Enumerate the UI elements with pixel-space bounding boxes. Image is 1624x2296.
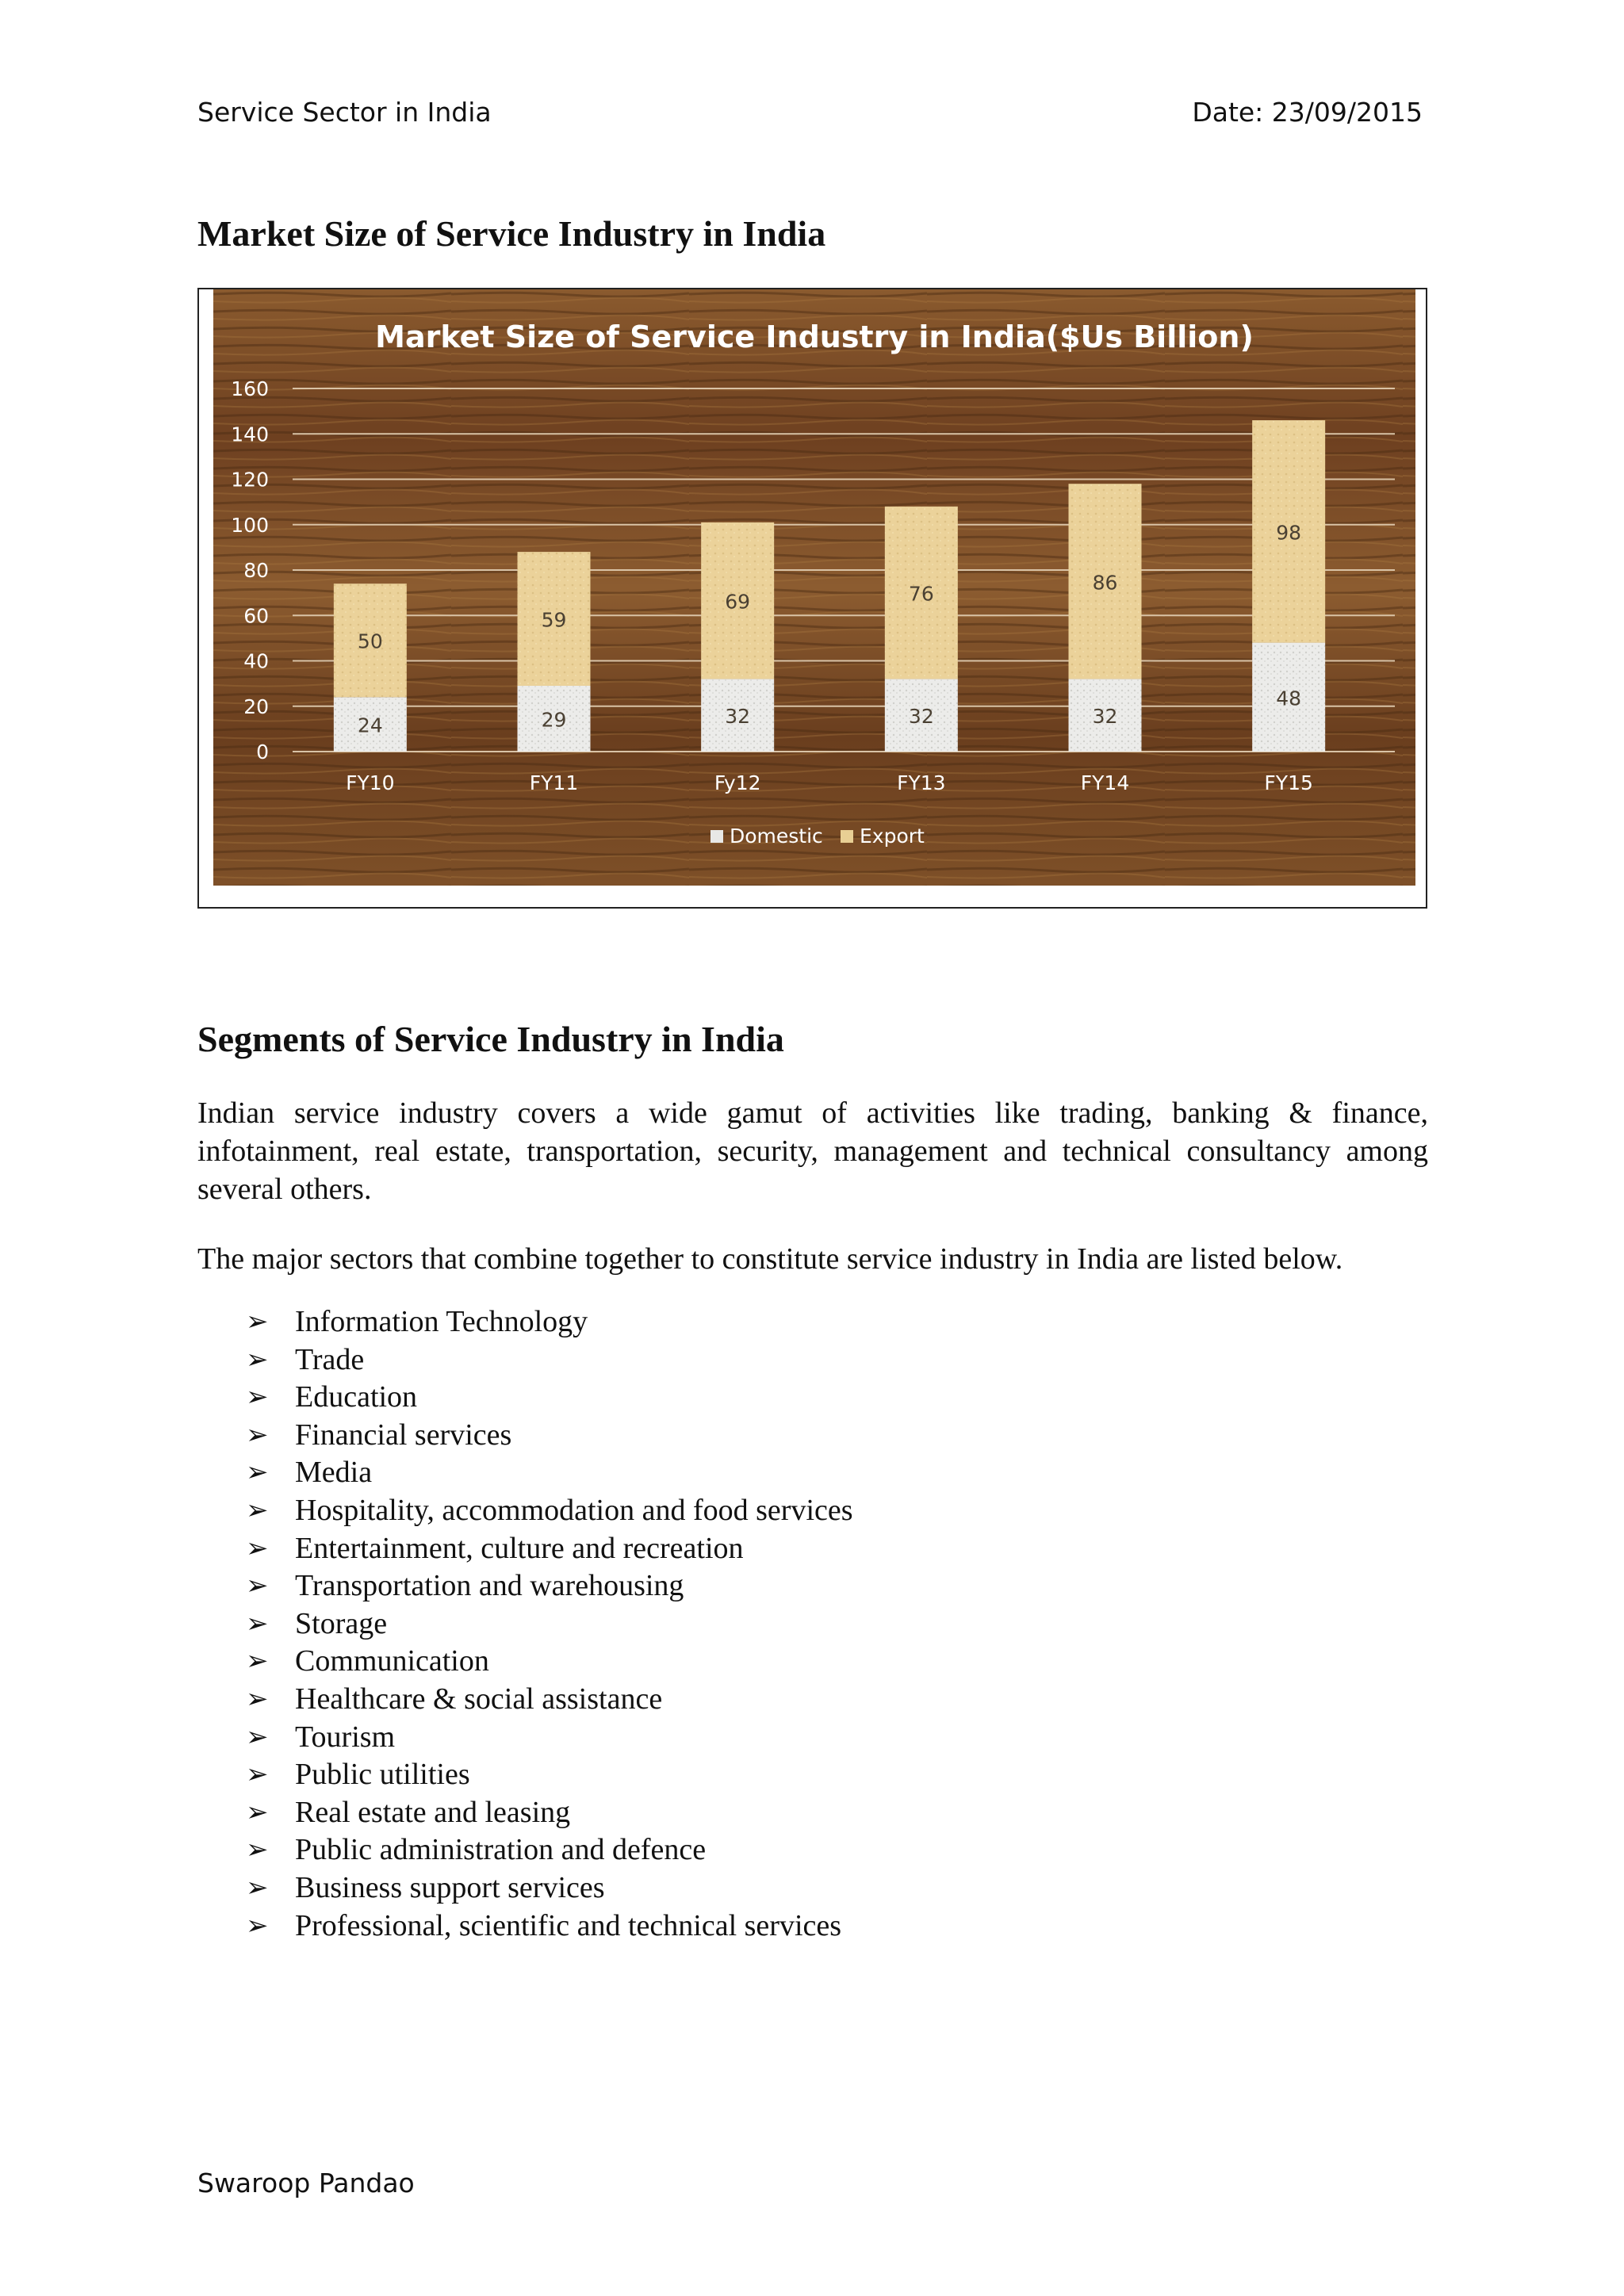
section-heading-market-size: Market Size of Service Industry in India [197,213,826,254]
arrow-bullet-icon: ➢ [246,1871,269,1904]
sector-list-item [246,1417,853,1455]
data-label-domestic: 32 [908,705,934,729]
sector-label: Public utilities [295,1758,470,1792]
x-tick-label: FY15 [1264,771,1313,794]
y-tick-label: 100 [231,513,269,537]
sector-list-item [246,1756,853,1794]
y-tick-label: 120 [231,468,269,492]
y-tick-label: 80 [243,559,269,582]
y-tick-label: 140 [231,423,269,446]
y-tick-label: 160 [231,377,269,400]
sector-list-item [246,1379,853,1417]
x-tick-label: Fy12 [714,771,761,794]
sector-list-item [246,1454,853,1492]
sectors-list [246,1303,853,1945]
sector-label: Tourism [295,1720,396,1754]
sector-label: Storage [295,1606,388,1640]
arrow-bullet-icon: ➢ [246,1909,269,1942]
sector-list-item [246,1303,853,1341]
sector-list-item [246,1681,853,1719]
data-label-export: 59 [541,608,567,632]
arrow-bullet-icon: ➢ [246,1796,269,1828]
sector-list-item [246,1567,853,1605]
x-tick-label: FY14 [1080,771,1130,794]
data-label-export: 50 [357,629,383,653]
arrow-bullet-icon: ➢ [246,1834,269,1866]
intro-paragraph: Indian service industry covers a wide gamut of activities like trading, banking & finance, infotainment, real estate, transportation, security, management and technical consultancy among several others. [197,1096,1428,1206]
arrow-bullet-icon: ➢ [246,1532,269,1564]
header-date: Date: 23/09/2015 [1192,97,1423,128]
data-label-export: 69 [725,590,751,614]
header-title: Service Sector in India [197,97,492,128]
arrow-bullet-icon: ➢ [246,1381,269,1414]
sector-label: Public administration and defence [295,1833,707,1867]
data-label-domestic: 24 [357,714,383,737]
x-tick-label: FY10 [346,771,395,794]
sector-list-item [246,1530,853,1568]
arrow-bullet-icon: ➢ [246,1607,269,1640]
section-heading-segments: Segments of Service Industry in India [197,1019,784,1059]
arrow-bullet-icon: ➢ [246,1343,269,1376]
sector-list-item [246,1794,853,1832]
sector-list-item [246,1492,853,1530]
legend-swatch-export [841,830,853,843]
y-tick-label: 60 [243,604,269,628]
sector-label: Financial services [295,1418,512,1452]
sector-label: Trade [295,1342,365,1376]
sector-list-item [246,1869,853,1908]
sector-label: Professional, scientific and technical services [295,1908,842,1942]
y-tick-label: 20 [243,695,269,718]
legend-label-export: Export [860,825,925,848]
arrow-bullet-icon: ➢ [246,1758,269,1791]
x-tick-label: FY11 [529,771,579,794]
data-label-domestic: 29 [541,708,567,732]
data-label-export: 98 [1276,521,1302,545]
sectors-intro-paragraph: The major sectors that combine together to constitute service industry in India are listed below. [197,1242,1343,1276]
arrow-bullet-icon: ➢ [246,1720,269,1753]
footer-author: Swaroop Pandao [197,2168,415,2198]
market-size-chart [213,289,1415,886]
arrow-bullet-icon: ➢ [246,1645,269,1678]
sector-label: Transportation and warehousing [295,1569,684,1603]
arrow-bullet-icon: ➢ [246,1494,269,1526]
chart-frame [197,288,1427,909]
y-tick-label: 40 [243,649,269,673]
data-label-domestic: 48 [1276,687,1302,710]
sector-list-item [246,1719,853,1757]
data-label-domestic: 32 [725,705,751,729]
sector-label: Business support services [295,1870,605,1904]
chart-title: Market Size of Service Industry in India($Us Billion) [375,320,1254,354]
data-label-export: 76 [908,582,934,606]
sector-list-item [246,1831,853,1869]
sector-list-item [246,1643,853,1681]
x-tick-label: FY13 [897,771,946,794]
arrow-bullet-icon: ➢ [246,1682,269,1715]
arrow-bullet-icon: ➢ [246,1306,269,1337]
legend-label-domestic: Domestic [730,825,823,848]
arrow-bullet-icon: ➢ [246,1456,269,1489]
data-label-domestic: 32 [1092,705,1118,729]
sector-label: Entertainment, culture and recreation [295,1531,744,1565]
y-tick-label: 0 [256,740,269,763]
sector-label: Information Technology [295,1305,588,1338]
arrow-bullet-icon: ➢ [246,1570,269,1602]
sector-label: Education [295,1380,418,1414]
sector-list-item [246,1908,853,1946]
sector-list-item [246,1341,853,1380]
sector-label: Communication [295,1644,489,1678]
data-label-export: 86 [1092,571,1118,595]
legend-swatch-domestic [710,830,723,843]
sector-label: Media [295,1456,373,1490]
sector-label: Real estate and leasing [295,1795,571,1829]
sector-label: Hospitality, accommodation and food services [295,1493,853,1527]
sector-label: Healthcare & social assistance [295,1682,663,1716]
arrow-bullet-icon: ➢ [246,1418,269,1451]
sector-list-item [246,1605,853,1644]
